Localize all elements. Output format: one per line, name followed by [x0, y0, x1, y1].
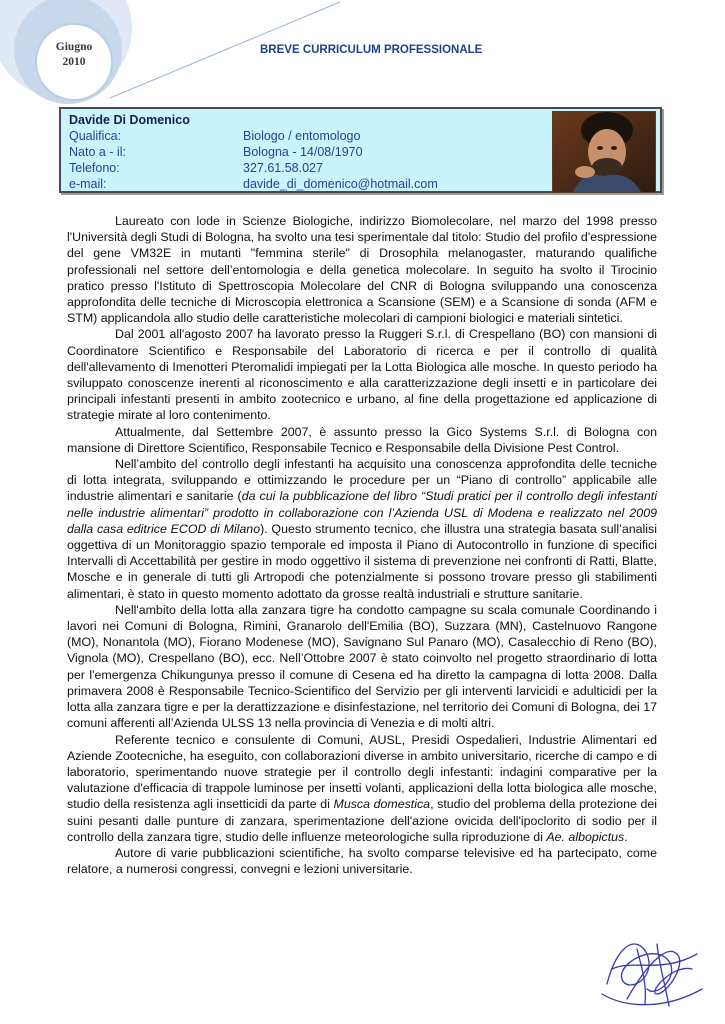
text-segment: Nell’ambito del controllo degli infestanti ha acquisito una conoscenza approfondita delle tecniche di lotta integrata, sviluppando e ottimizzando le procedure per un “Piano di controllo” applicabile alle industrie alimentari e sanitarie (: [67, 457, 657, 504]
email-link[interactable]: davide_di_domenico@hotmail.com: [243, 177, 438, 191]
paragraph-research: [67, 732, 657, 845]
paragraph-publications: Autore di varie pubblicazioni scientifiche, ha svolto comparse televisive ed ha partecipato, come relatore, a numerosi congressi, convegni e lezioni universitarie.: [67, 845, 657, 877]
text-segment: , studio del problema della protezione dei suini pesanti dalle punture di zanzara, sperimentazione dell'azione ovicida dell'ipoclorito di sodio per il controllo della zanzara tigre, studio delle influenze meteorologiche sulla riproduzione di: [67, 797, 657, 844]
text-segment: .: [624, 829, 628, 844]
cv-body: [67, 213, 657, 877]
book-reference: da cui la pubblicazione del libro “Studi pratici per il controllo degli infestanti nelle industrie alimentari” prodotto in collaborazione con l’Azienda USL di Modena e realizzato nel 2009 dalla casa editrice ECOD di Milano: [67, 489, 658, 536]
profile-details: [69, 112, 438, 192]
date-month: Giugno: [55, 41, 93, 53]
date-badge: [46, 40, 102, 70]
profile-value: Biologo / entomologo: [243, 129, 361, 143]
profile-label: e-mail:: [69, 177, 107, 191]
paragraph-ruggeri: Dal 2001 all'agosto 2007 ha lavorato presso la Ruggeri S.r.l. di Crespellano (BO) con mansioni di Coordinatore Scientifico e Responsabile del Laboratorio di ricerca e per il controllo di qualità dell'allevamento di Imenotteri Pteromalidi impiegati per la Lotta Biologica alle mosche. In questo periodo ha sviluppato conoscenze inerenti al riconoscimento e alla caratterizzazione degli insetti e in particolare dei principali infestanti presenti in ambito zootecnico e urbano, al fine della progettazione ed applicazione di strategie mirate al loro contenimento.: [67, 327, 657, 423]
text-segment: ). Questo strumento tecnico, che illustra una strategia basata sull’analisi oggettiva di un Monitoraggio spazio temporale ed imposta il Piano di Autocontrollo in funzione di specifici Intervalli di Accettabilità per gestire in modo oggettivo il sistema di prevenzione nei confronti di Ratti, Blatte, Mosche e in generale di tutti gli Artropodi che potenzialmente si possono trovare presso gli stabilimenti alimentari, è stato in questo momento adottato da grosse realtà industriali e strutture sanitarie.: [67, 521, 657, 601]
paragraph-pest-control: [67, 456, 657, 602]
species-name: Ae. albopictus: [546, 829, 625, 844]
paragraph-tiger-mosquito: Nell'ambito della lotta alla zanzara tigre ha condotto campagne su scala comunale Coordinando i lavori nei Comuni di Bologna, Rimini, Granarolo dell'Emilia (BO), Suzzara (MN), Castelnuovo Rangone (MO), Nonantola (MO), Fiorano Modenese (MO), Savignano Sul Panaro (MO), Casalecchio di Reno (BO), Vignola (MO), Crespellano (BO), ecc. Nell’Ottobre 2007 è stato coinvolto nel progetto straordinario di lotta per l'emergenza Chikungunya presso il comune di Cesena ed ha diretto la campagna di lotta 2008. Dalla primavera 2008 è Responsabile Tecnico-Scientifico del Servizio per gli interventi larvicidi e adulticidi per la lotta alla zanzara tigre e per la derattizzazione e disinfestazione, nel territorio dei Comuni di Bologna, dei 17 comuni afferenti all’Azienda ULSS 13 nella provincia di Venezia e di molti altri.: [67, 602, 657, 731]
profile-box: [59, 107, 662, 193]
paragraph-gico: Attualmente, dal Settembre 2007, è assunto presso la Gico Systems S.r.l. di Bologna con mansione di Direttore Scientifico, Responsabile Tecnico e Responsabile della Divisione Pest Control.: [67, 424, 657, 455]
text-segment: Referente tecnico e consulente di Comuni, AUSL, Presidi Ospedalieri, Industrie Alimentari ed Aziende Zootecniche, ha eseguito, con collaborazioni diverse in ambito universitario, ricerche di campo e di laboratorio, sperimentando nuove strategie per il controllo degli infestanti: indagini comparative per la valutazione d'efficacia di trappole luminose per insetti volanti, applicazioni della lotta biologica alle mosche, studio della resistenza agli insetticidi da parte di: [67, 732, 657, 812]
species-name: Musca domestica: [333, 797, 431, 812]
profile-row-qualifica: [69, 128, 438, 144]
profile-value: Bologna - 14/08/1970: [243, 145, 363, 159]
profile-row-email: [69, 176, 438, 192]
profile-name: Davide Di Domenico: [69, 113, 190, 127]
profile-row-birth: [69, 144, 438, 160]
profile-label: Qualifica:: [69, 129, 122, 143]
date-year: 2010: [62, 56, 86, 68]
document-title: BREVE CURRICULUM PROFESSIONALE: [260, 44, 483, 56]
signature: [597, 924, 707, 1014]
profile-value: 327.61.58.027: [243, 161, 323, 175]
profile-label: Telefono:: [69, 161, 120, 175]
profile-row-phone: [69, 160, 438, 176]
profile-photo: [552, 111, 656, 193]
profile-label: Nato a - il:: [69, 145, 126, 159]
paragraph-education: Laureato con lode in Scienze Biologiche, indirizzo Biomolecolare, nel marzo del 1998 presso l'Università degli Studi di Bologna, ha svolto una tesi sperimentale dal titolo: Studio del profilo d'espressione del gene VM32E in mutanti "femmina sterile" di Drosophila melanogaster, maturando qualifiche professionali nel settore dell’entomologia e della genetica molecolare. In seguito ha svolto il Tirocinio pratico presso l'Istituto di Spettroscopia Molecolare del CNR di Bologna sviluppando una conoscenza approfondita delle tecniche di Microscopia elettronica a Scansione (SEM) e a Scansione di sonda (AFM e STM) applicandola allo studio delle caratteristiche molecolari di campioni biologici e materiali sintetici.: [67, 214, 657, 326]
